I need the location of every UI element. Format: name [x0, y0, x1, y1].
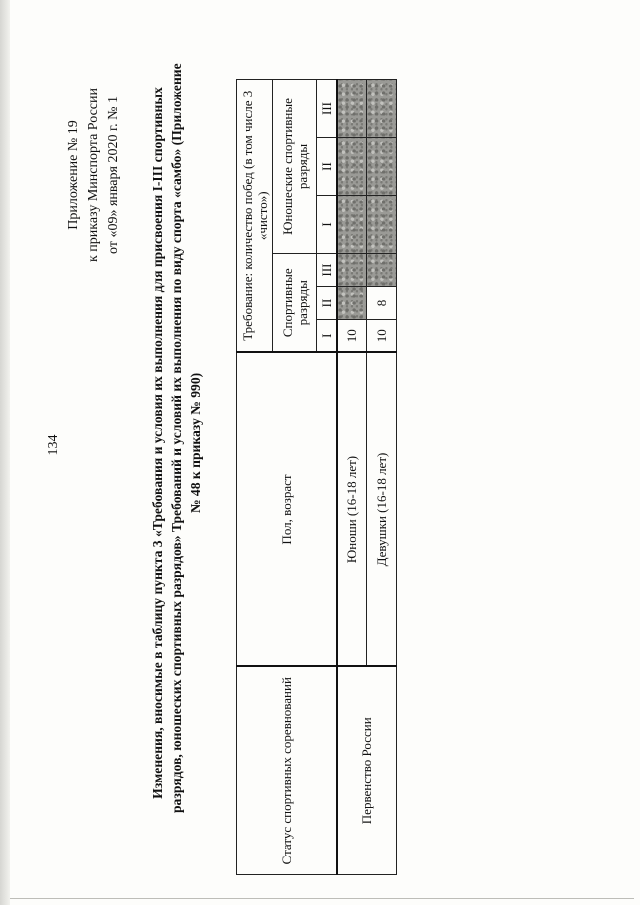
rank-label: I — [317, 196, 337, 254]
header-requirement: Требование: количество побед (в том числе 3 «чисто») — [237, 80, 273, 353]
shaded-cell — [367, 80, 397, 138]
document-title — [148, 63, 205, 813]
shaded-cell — [337, 196, 367, 254]
title-line-2: разрядов, юношеских спортивных разрядов» Требований и условий их выполнения по виду спорта «самбо» (Приложение — [169, 63, 184, 813]
shaded-cell — [337, 254, 367, 287]
header-gender-age: Пол, возраст — [237, 353, 337, 667]
rank-label: III — [317, 254, 337, 287]
value-cell: 10 — [337, 320, 367, 353]
appendix-line-2: к приказу Минспорта России — [86, 88, 101, 262]
status-cell: Первенство России — [337, 667, 397, 875]
page-number: 134 — [46, 434, 61, 456]
rank-label: II — [317, 287, 337, 320]
header-status: Статус спортивных соревнований — [237, 667, 337, 875]
rank-label: III — [317, 80, 337, 138]
shaded-cell — [337, 80, 367, 138]
value-cell: 8 — [367, 287, 397, 320]
title-line-1: Изменения, вносимые в таблицу пункта 3 «Требования и условия их выполнения для присвоения I-III спортивных — [150, 87, 165, 799]
shaded-cell — [367, 254, 397, 287]
group-cell: Девушки (16-18 лет) — [367, 353, 397, 667]
appendix-line-3: от «09» января 2020 г. № 1 — [106, 96, 121, 254]
rank-label: II — [317, 138, 337, 196]
appendix-header — [64, 45, 124, 305]
table-row — [337, 80, 367, 875]
shaded-cell — [367, 138, 397, 196]
appendix-line-1: Приложение № 19 — [66, 120, 81, 230]
header-youth-ranks: Юношеские спортивные разряды — [273, 80, 317, 254]
value-cell: 10 — [367, 320, 397, 353]
shaded-cell — [337, 287, 367, 320]
shaded-cell — [337, 138, 367, 196]
rank-label: I — [317, 320, 337, 353]
title-line-3: № 48 к приказу № 990) — [188, 372, 203, 514]
header-sport-ranks: Спортивные разряды — [273, 254, 317, 353]
shaded-cell — [367, 196, 397, 254]
group-cell: Юноши (16-18 лет) — [337, 353, 367, 667]
requirements-table — [236, 79, 397, 875]
